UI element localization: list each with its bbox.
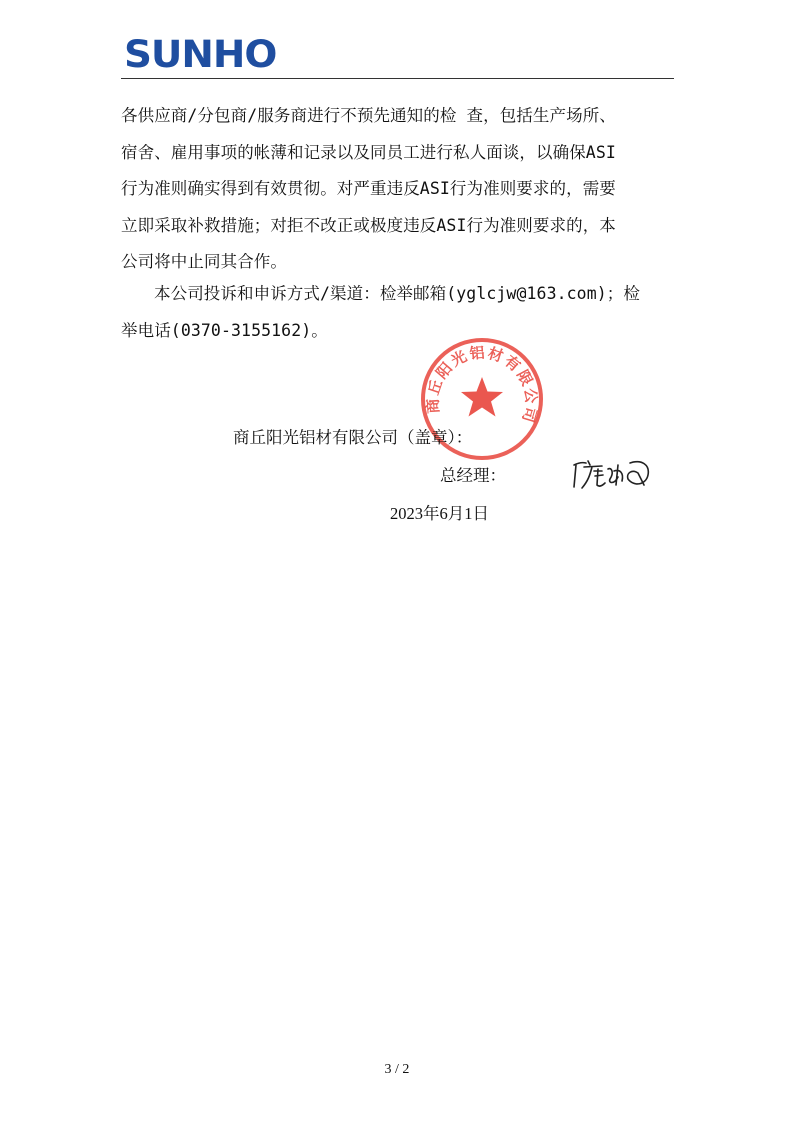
- company-signature-line: 商丘阳光铝材有限公司（盖章）：: [233, 428, 473, 447]
- signature-date: 2023年6月1日: [390, 504, 489, 523]
- company-logo: SUNHO: [124, 33, 277, 76]
- seal-star-icon: [461, 377, 503, 417]
- paragraph-complaint-channels: [121, 276, 676, 349]
- paragraph-line: 本公司投诉和申诉方式/渠道：检举邮箱(yglcjw@163.com)；检: [154, 284, 640, 303]
- paragraph-line: 宿舍、雇用事项的帐薄和记录以及同员工进行私人面谈，以确保ASI: [121, 142, 616, 162]
- handwritten-signature: [568, 455, 654, 493]
- general-manager-label: 总经理：: [440, 466, 506, 485]
- paragraph-line: 举电话(0370-3155162)。: [121, 320, 328, 340]
- paragraph-line: 立即采取补救措施；对拒不改正或极度违反ASI行为准则要求的，本: [121, 215, 616, 235]
- seal-text: 商丘阳光铝材有限公司: [423, 343, 541, 427]
- paragraph-line: 行为准则确实得到有效贯彻。对严重违反ASI行为准则要求的，需要: [121, 179, 616, 198]
- page-number: 3 / 2: [384, 1062, 410, 1077]
- paragraph-inspection: [121, 98, 676, 281]
- header-divider: [121, 78, 674, 79]
- paragraph-line: 各供应商/分包商/服务商进行不预先通知的检 查，包括生产场所、: [121, 106, 616, 125]
- paragraph-line: 公司将中止同其合作。: [121, 252, 287, 271]
